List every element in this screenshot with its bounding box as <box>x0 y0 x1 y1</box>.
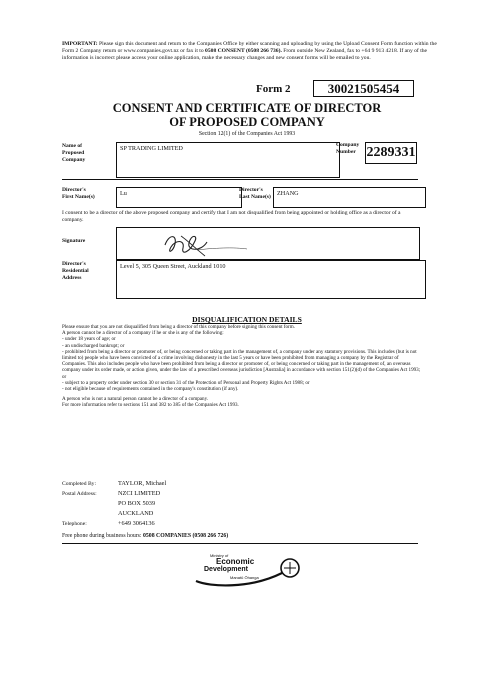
disq-line: A person cannot be a director of a company if he or she is any of the following: <box>62 330 224 337</box>
disq-line: - subject to a property order under section 30 or section 31 of the Protection of Personal and Property Rights Act 1988; or <box>62 379 310 386</box>
free-phone-prefix: Free phone during business hours: <box>62 533 142 539</box>
divider <box>62 543 418 544</box>
free-phone-number: 0508 COMPANIES (0508 266 726) <box>143 533 229 539</box>
last-label-1: Director's <box>239 187 263 193</box>
company-name-label-3: Company <box>62 156 86 163</box>
company-name-label <box>62 143 85 163</box>
residential-address-field: Level 5, 305 Queen Street, Auckland 1010 <box>116 260 426 299</box>
form-label: Form 2 <box>256 83 291 95</box>
important-notice <box>62 41 440 63</box>
disq-line: - an undischarged bankrupt; or <box>62 342 125 349</box>
disq-line: - not eligible because of requirements contained in the company's constitution (if any). <box>62 386 239 393</box>
last-label-2: Last Name(s) <box>239 193 271 200</box>
postal-line-2: PO BOX 5039 <box>118 500 156 507</box>
section-reference: Section 12(1) of the Companies Act 1993 <box>198 131 296 137</box>
disq-line: A person who is not a natural person cannot be a director of a company. <box>62 396 209 403</box>
postal-line-1: NZCI LIMITED <box>118 490 161 497</box>
important-text-1: Please sign this document and return to the Companies Office by either scanning and uploading by using the Upload Consent Form function within the Form 2 Company return or www.companies.govt.nz or fax it to <box>62 41 437 55</box>
company-number-label-2: Number <box>336 148 356 155</box>
disq-line: Please ensure that you are not disqualified from being a director of this company before signing this consent form. <box>62 324 295 330</box>
postal-line-3: AUCKLAND <box>118 510 154 517</box>
company-name-label-2: Proposed <box>62 149 85 156</box>
company-name-label-1: Name of <box>62 143 83 149</box>
form-number: 30021505454 <box>313 80 414 97</box>
completed-by-value: TAYLOR, Michael <box>118 480 167 487</box>
address-label-1: Director's <box>62 261 86 267</box>
disq-line: - prohibited from being a director or promoter of, or being concerned or taking part in the management of, a company under any statutory provisions. This includes (but is not limited to) people who have been convicted of a crime involving dishonesty in the last 5 years or have been prohibited from managing a company by the Registrar of Companies. This also includes people who have been prohibited from being a director or promoter of, or being concerned or taking part in the management of, an overseas company under its order made, or action given, under the law of a prescribed overseas jurisdiction [Australia] in accordance with section 151(2)(d) of the Companies Act 1993; or <box>62 348 421 380</box>
company-number-field: 2289331 <box>365 142 417 164</box>
disq-line: For more information refer to sections 151 and 382 to 385 of the Companies Act 1993. <box>62 402 239 409</box>
divider <box>62 179 418 180</box>
disq-line: - under 18 years of age; or <box>62 336 116 343</box>
logo-sub-text: Manatū Ōhanga <box>230 575 259 580</box>
contact-details <box>62 479 166 529</box>
telephone-value: +649 3064136 <box>118 520 155 527</box>
director-last-name-label <box>239 187 271 201</box>
company-number-label-1: Company <box>336 142 360 148</box>
director-last-name-field: ZHANG <box>273 187 426 208</box>
page-title-line-1: CONSENT AND CERTIFICATE OF DIRECTOR <box>112 101 382 115</box>
address-label <box>62 261 89 281</box>
logo-small-text: Ministry of <box>210 553 229 558</box>
postal-address-label: Postal Address: <box>62 491 97 497</box>
signature-field <box>116 227 420 260</box>
address-label-3: Address <box>62 274 82 281</box>
first-label-2: First Name(s) <box>62 193 95 200</box>
important-label: IMPORTANT: <box>62 41 98 47</box>
company-number-label <box>336 142 359 156</box>
director-first-name-field: Lu <box>116 187 242 208</box>
disqualification-details <box>62 324 424 409</box>
disqualification-title: DISQUALIFICATION DETAILS <box>192 315 302 324</box>
consent-statement: I consent to be a director of the above proposed company and certify that I am not disqualified from being appointed or holding office as a director of a company. <box>62 210 401 223</box>
director-first-name-label <box>62 187 95 201</box>
address-label-2: Residential <box>62 267 89 274</box>
free-phone-line <box>62 533 228 539</box>
signature-mark <box>117 228 417 258</box>
company-name-field: SP TRADING LIMITED <box>116 142 340 178</box>
first-label-1: Director's <box>62 187 86 193</box>
ministry-logo <box>190 551 310 593</box>
logo-development-text: Development <box>204 566 248 573</box>
logo-economic-text: Economic <box>216 557 255 566</box>
page-title-line-2: OF PROPOSED COMPANY <box>169 115 325 129</box>
telephone-label: Telephone: <box>62 521 87 527</box>
important-text-2: From outside New Zealand, fax to +64 9 913 4218. If any of the information is incorrect please access your online application, make the necessary changes and new consent forms will be emailed to you. <box>62 48 428 62</box>
important-fax: 0508 CONSENT (0508 266 736). <box>205 48 282 55</box>
completed-by-label: Completed By: <box>62 481 97 487</box>
signature-label: Signature <box>62 238 86 244</box>
